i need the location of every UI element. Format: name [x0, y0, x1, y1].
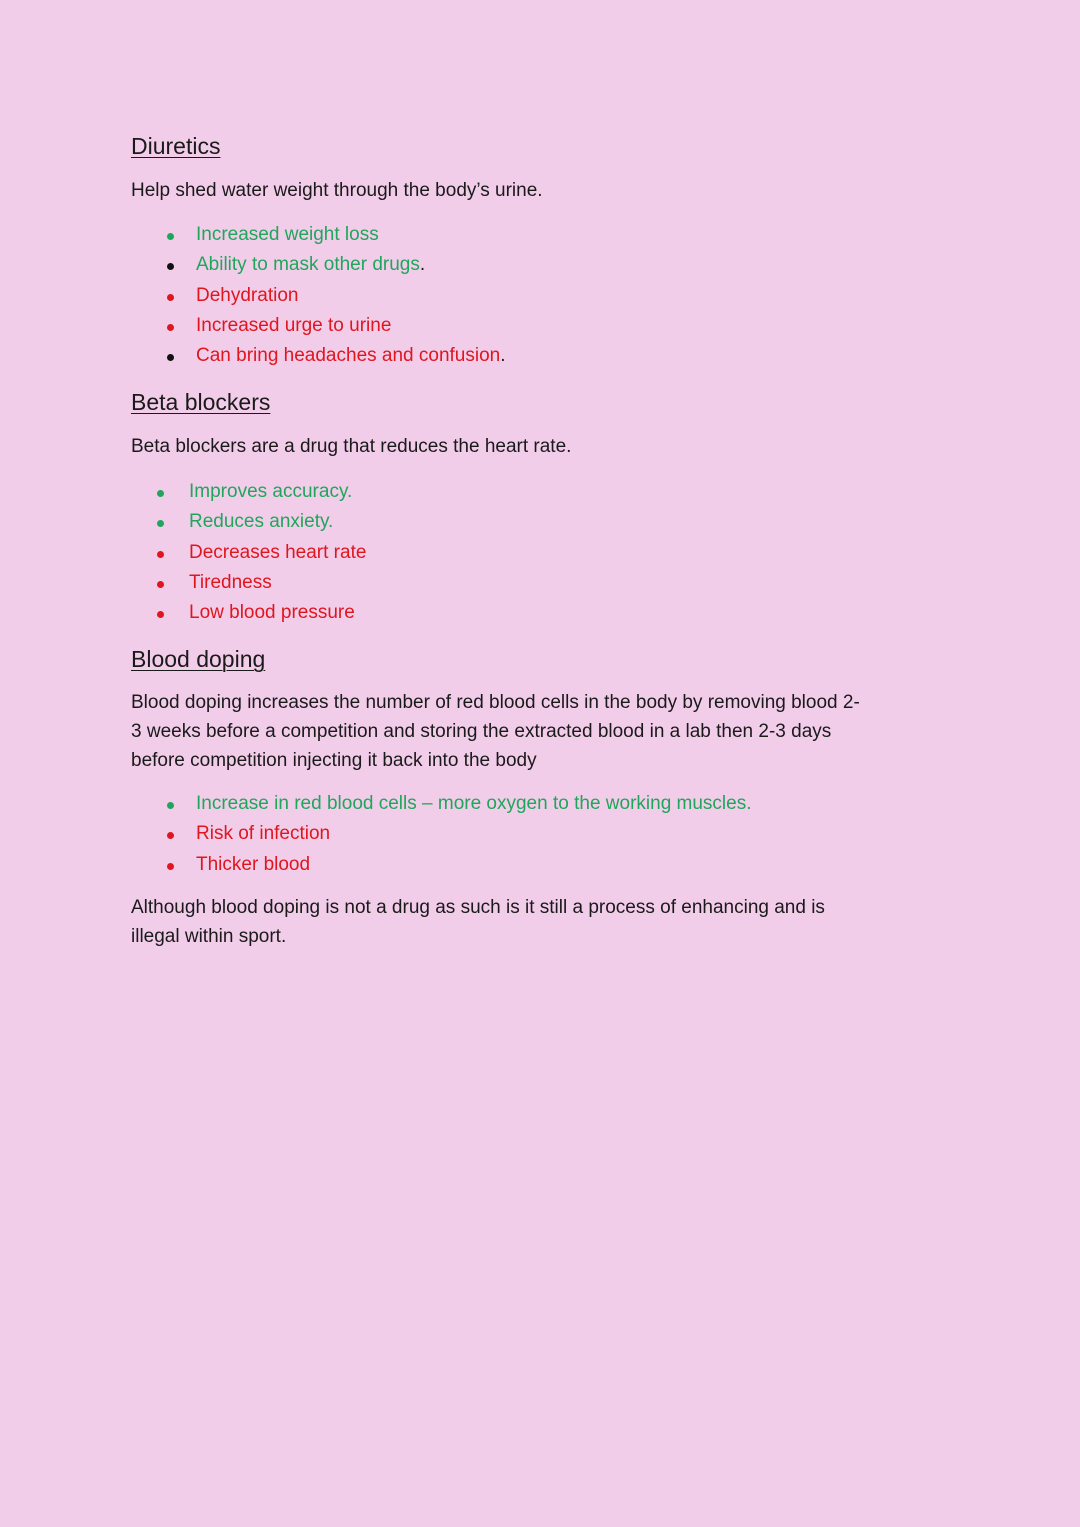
section-diuretics — [131, 132, 951, 371]
list-item: Thicker blood — [167, 850, 951, 880]
heading-blood-doping: Blood doping — [131, 646, 266, 672]
bullet-icon — [167, 263, 174, 270]
diuretics-intro: Help shed water weight through the body’s urine. — [131, 180, 543, 201]
list-item: Risk of infection — [167, 819, 951, 849]
bullet-icon — [157, 551, 164, 558]
beta-blockers-list — [157, 477, 951, 628]
list-item: Reduces anxiety. — [157, 507, 951, 537]
bullet-icon — [157, 611, 164, 618]
section-beta-blockers — [131, 388, 951, 628]
paragraph-line: Although blood doping is not a drug as such is it still a process of enhancing and is — [131, 896, 825, 918]
bullet-icon — [167, 233, 174, 240]
bullet-icon — [167, 802, 174, 809]
paragraph-line: before competition injecting it back into the body — [131, 750, 537, 771]
bullet-icon — [157, 581, 164, 588]
beta-blockers-intro: Beta blockers are a drug that reduces the heart rate. — [131, 436, 572, 457]
paragraph-line: illegal within sport. — [131, 925, 287, 947]
blood-doping-intro — [131, 688, 951, 775]
list-item: Increased urge to urine — [167, 311, 951, 341]
bullet-icon — [157, 490, 164, 497]
list-item: Dehydration — [167, 281, 951, 311]
bullet-icon — [167, 294, 174, 301]
bullet-icon — [167, 324, 174, 331]
list-item: Increased weight loss — [167, 220, 951, 250]
bullet-icon — [167, 832, 174, 839]
list-item: Can bring headaches and confusion. — [167, 341, 951, 371]
bullet-icon — [167, 354, 174, 361]
list-item: Ability to mask other drugs. — [167, 250, 951, 280]
blood-doping-note — [131, 893, 951, 951]
bullet-icon — [157, 520, 164, 527]
list-item: Low blood pressure — [157, 598, 951, 628]
paragraph-line: 3 weeks before a competition and storing the extracted blood in a lab then 2-3 days — [131, 721, 832, 742]
list-item: Improves accuracy. — [157, 477, 951, 507]
diuretics-list — [167, 220, 951, 371]
blood-doping-list — [167, 789, 951, 880]
list-item: Tiredness — [157, 568, 951, 598]
paragraph-line: Blood doping increases the number of red blood cells in the body by removing blood 2- — [131, 692, 860, 713]
list-item: Decreases heart rate — [157, 538, 951, 568]
section-blood-doping — [131, 645, 951, 951]
bullet-icon — [167, 863, 174, 870]
list-item: Increase in red blood cells – more oxygen to the working muscles. — [167, 789, 951, 819]
heading-diuretics: Diuretics — [131, 133, 221, 159]
heading-beta-blockers: Beta blockers — [131, 389, 271, 415]
